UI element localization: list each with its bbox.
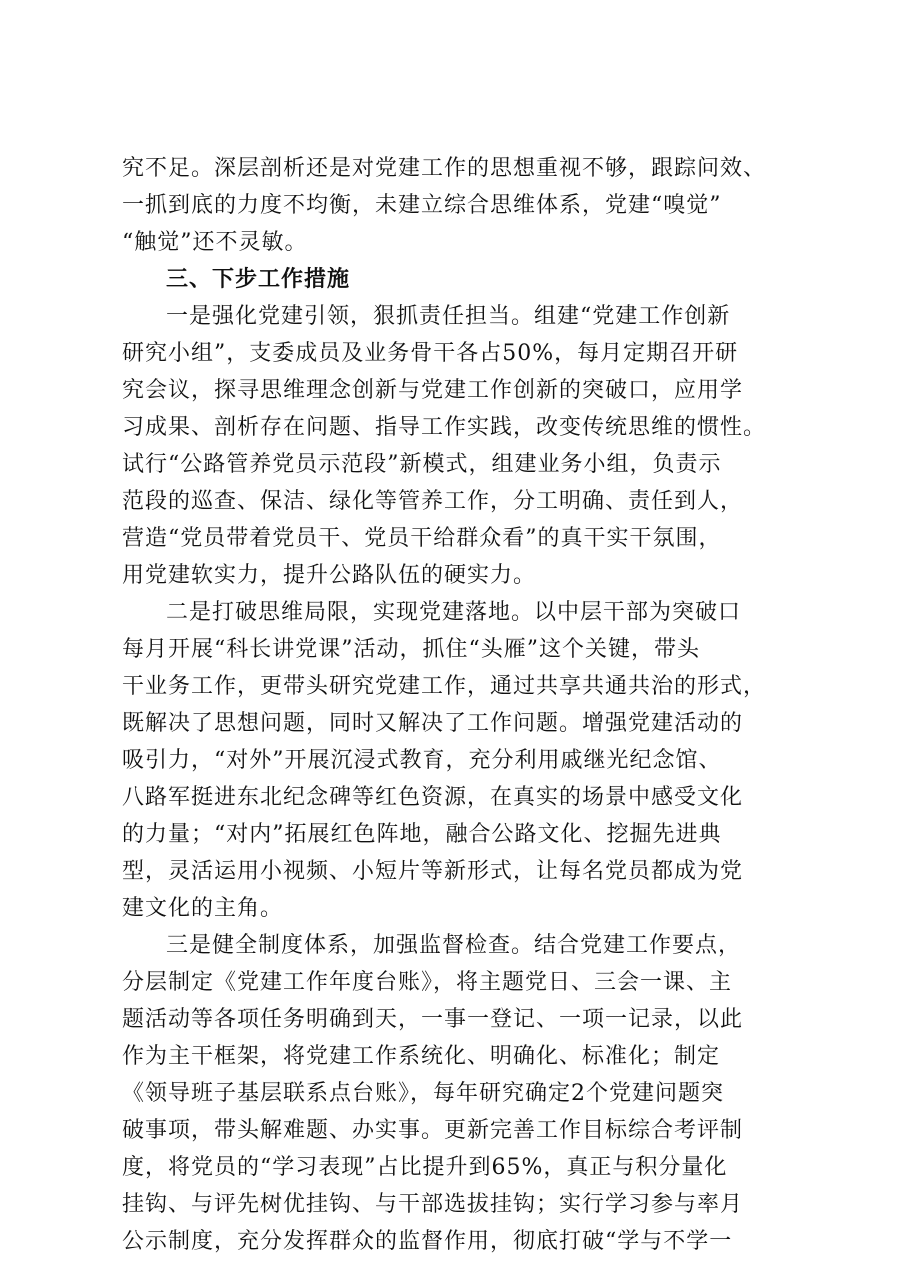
text-line: 《领导班子基层联系点台账》，每年研究确定2个党建问题突 (122, 1081, 724, 1106)
text-line: “触觉”还不灵敏。 (122, 230, 308, 255)
text-line: 研究小组”，支委成员及业务骨干各占50%，每月定期召开研 (122, 341, 739, 366)
text-line: 公示制度，充分发挥群众的监督作用，彻底打破“学与不学一 (122, 1229, 733, 1254)
document-body (122, 150, 806, 1260)
text-line: 二是打破思维局限，实现党建落地。以中层干部为突破口 (166, 600, 742, 625)
paragraph (122, 594, 806, 927)
text-line: 一抓到底的力度不均衡，未建立综合思维体系，党建“嗅觉” (122, 193, 722, 218)
text-line: 一是强化党建引领，狠抓责任担当。组建“党建工作创新 (166, 304, 731, 329)
text-line: 建文化的主角。 (122, 896, 284, 921)
text-line: 习成果、剖析存在问题、指导工作实践，改变传统思维的惯性。 (122, 415, 767, 440)
text-line: 分层制定《党建工作年度台账》，将主题党日、三会一课、主 (122, 970, 733, 995)
text-line: 挂钩、与评先树优挂钩、与干部选拔挂钩；实行学习参与率月 (122, 1192, 744, 1217)
text-line: 干业务工作，更带头研究党建工作，通过共享共通共治的形式， (122, 674, 767, 699)
text-line: 的力量；“对内”拓展红色阵地，融合公路文化、挖掘先进典 (122, 822, 722, 847)
paragraph (122, 298, 806, 594)
text-line: 既解决了思想问题，同时又解决了工作问题。增强党建活动的 (122, 711, 744, 736)
text-line: 破事项，带头解难题、办实事。更新完善工作目标综合考评制 (122, 1118, 744, 1143)
paragraph (122, 927, 806, 1260)
section-heading (122, 261, 806, 298)
text-line: 型，灵活运用小视频、小短片等新形式，让每名党员都成为党 (122, 859, 744, 884)
text-line: 营造“党员带着党员干、党员干给群众看”的真干实干氛围， (122, 526, 722, 551)
text-line: 作为主干框架，将党建工作系统化、明确化、标准化；制定 (122, 1044, 721, 1069)
text-line: 究会议，探寻思维理念创新与党建工作创新的突破口，应用学 (122, 378, 744, 403)
paragraph (122, 150, 806, 261)
text-line: 用党建软实力，提升公路队伍的硬实力。 (122, 563, 537, 588)
heading-text: 三、下步工作措施 (166, 267, 351, 292)
text-line: 每月开展“科长讲党课”活动，抓住“头雁”这个关键，带头 (122, 637, 700, 662)
text-line: 究不足。深层剖析还是对党建工作的思想重视不够，跟踪问效、 (122, 156, 767, 181)
text-line: 范段的巡查、保洁、绿化等管养工作，分工明确、责任到人， (122, 489, 744, 514)
text-line: 吸引力，“对外”开展沉浸式教育，充分利用戚继光纪念馆、 (122, 748, 722, 773)
text-line: 试行“公路管养党员示范段”新模式，组建业务小组，负责示 (122, 452, 722, 477)
text-line: 八路军挺进东北纪念碑等红色资源，在真实的场景中感受文化 (122, 785, 744, 810)
text-line: 度，将党员的“学习表现”占比提升到65%，真正与积分量化 (122, 1155, 728, 1180)
text-line: 三是健全制度体系，加强监督检查。结合党建工作要点， (166, 933, 742, 958)
text-line: 题活动等各项任务明确到天，一事一登记、一项一记录，以此 (122, 1007, 744, 1032)
